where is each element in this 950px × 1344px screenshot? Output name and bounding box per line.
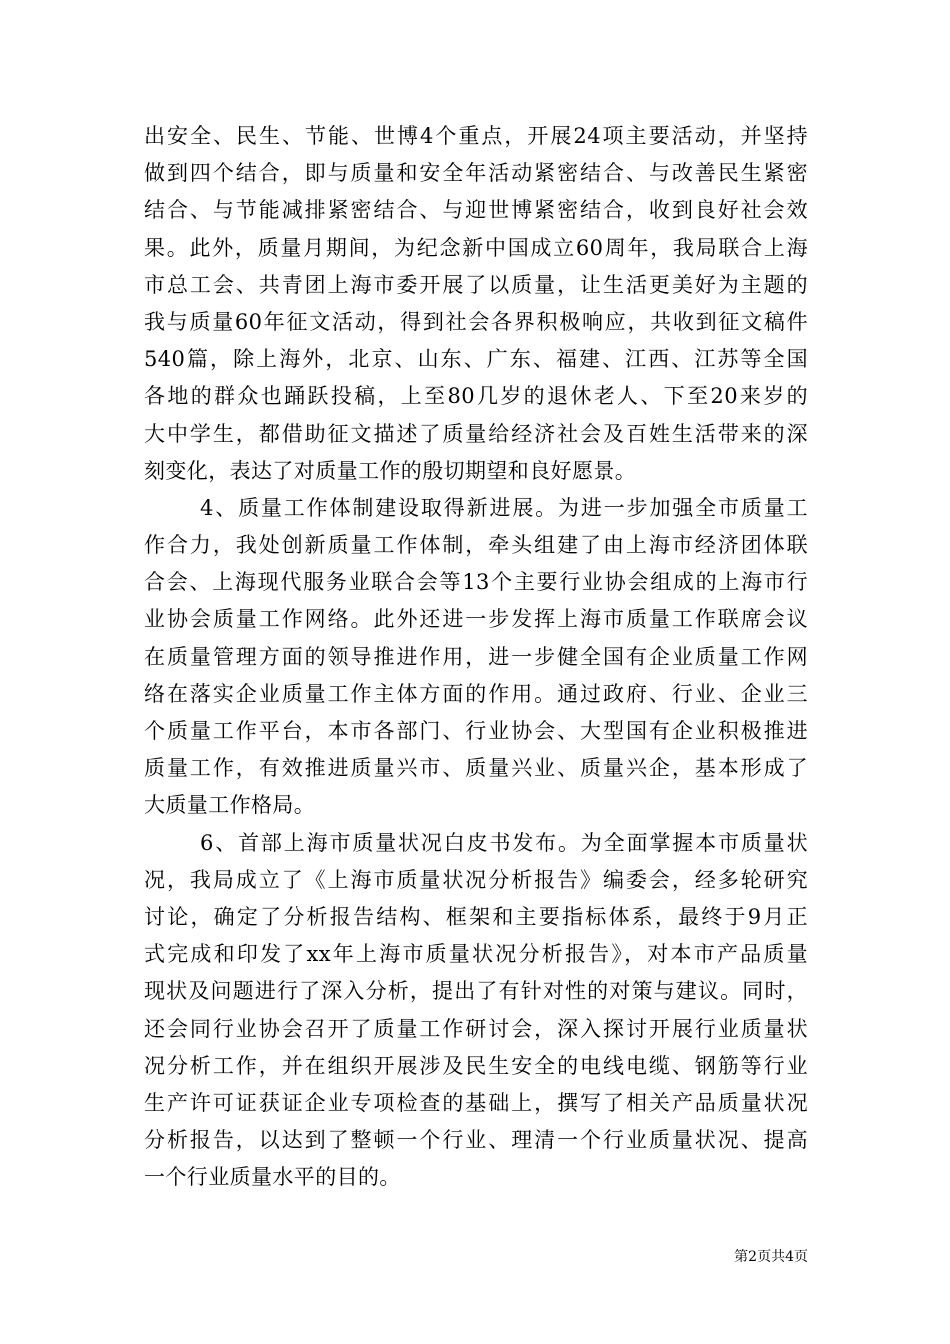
body-text (144, 118, 808, 1196)
text-line: 讨论，确定了分析报告结构、框架和主要指标体系，最终于9月正 (144, 904, 808, 929)
text-line: 分析报告，以达到了整顿一个行业、理清一个行业质量状况、提高 (144, 1128, 808, 1153)
text-line: 刻变化，表达了对质量工作的殷切期望和良好愿景。 (144, 458, 637, 483)
text-line: 式完成和印发了xx年上海市质量状况分析报告》，对本市产品质量 (144, 942, 808, 967)
text-line: 业协会质量工作网络。此外还进一步发挥上海市质量工作联席会议 (144, 607, 808, 632)
text-line: 市总工会、共青团上海市委开展了以质量，让生活更美好为主题的 (144, 272, 808, 297)
text-line: 出安全、民生、节能、世博4个重点，开展24项主要活动，并坚持 (144, 124, 808, 148)
text-line: 合会、上海现代服务业联合会等13个主要行业协会组成的上海市行 (144, 570, 808, 595)
text-line: 还会同行业协会召开了质量工作研讨会，深入探讨开展行业质量状 (144, 1016, 808, 1041)
text-line: 做到四个结合，即与质量和安全年活动紧密结合、与改善民生紧密 (144, 161, 808, 186)
paragraph-heading-6: 6、首部上海市质量状况白皮书发布。为全面掌握本市质量状 (200, 830, 808, 855)
text-line: 作合力，我处创新质量工作体制，牵头组建了由上海市经济团体联 (144, 533, 808, 558)
text-line: 络在落实企业质量工作主体方面的作用。通过政府、行业、企业三 (144, 681, 808, 706)
text-line: 大中学生，都借助征文描述了质量给经济社会及百姓生活带来的深 (144, 421, 808, 446)
text-line: 大质量工作格局。 (144, 793, 316, 818)
paragraph-heading-4: 4、质量工作体制建设取得新进展。为进一步加强全市质量工 (200, 495, 808, 520)
text-line: 个质量工作平台，本市各部门、行业协会、大型国有企业积极推进 (144, 719, 808, 743)
text-line: 现状及问题进行了深入分析，提出了有针对性的对策与建议。同时， (144, 979, 808, 1004)
text-line: 一个行业质量水平的目的。 (144, 1165, 401, 1190)
text-line: 果。此外，质量月期间，为纪念新中国成立60周年，我局联合上海 (144, 235, 808, 260)
text-line: 540篇，除上海外，北京、山东、广东、福建、江西、江苏等全国 (144, 347, 808, 372)
text-line: 生产许可证获证企业专项检查的基础上，撰写了相关产品质量状况 (144, 1090, 808, 1115)
text-line: 况，我局成立了《上海市质量状况分析报告》编委会，经多轮研究 (144, 867, 808, 892)
text-line: 各地的群众也踊跃投稿，上至80几岁的退休老人、下至20来岁的 (144, 384, 808, 409)
page-number: 第2页共4页 (734, 1249, 808, 1265)
text-line: 结合、与节能减排紧密结合、与迎世博紧密结合，收到良好社会效 (144, 198, 808, 223)
text-line: 况分析工作，并在组织开展涉及民生安全的电线电缆、钢筋等行业 (144, 1053, 808, 1078)
text-line: 我与质量60年征文活动，得到社会各界积极响应，共收到征文稿件 (144, 309, 808, 334)
text-line: 在质量管理方面的领导推进作用，进一步健全国有企业质量工作网 (144, 644, 808, 669)
text-line: 质量工作，有效推进质量兴市、质量兴业、质量兴企，基本形成了 (144, 756, 808, 781)
